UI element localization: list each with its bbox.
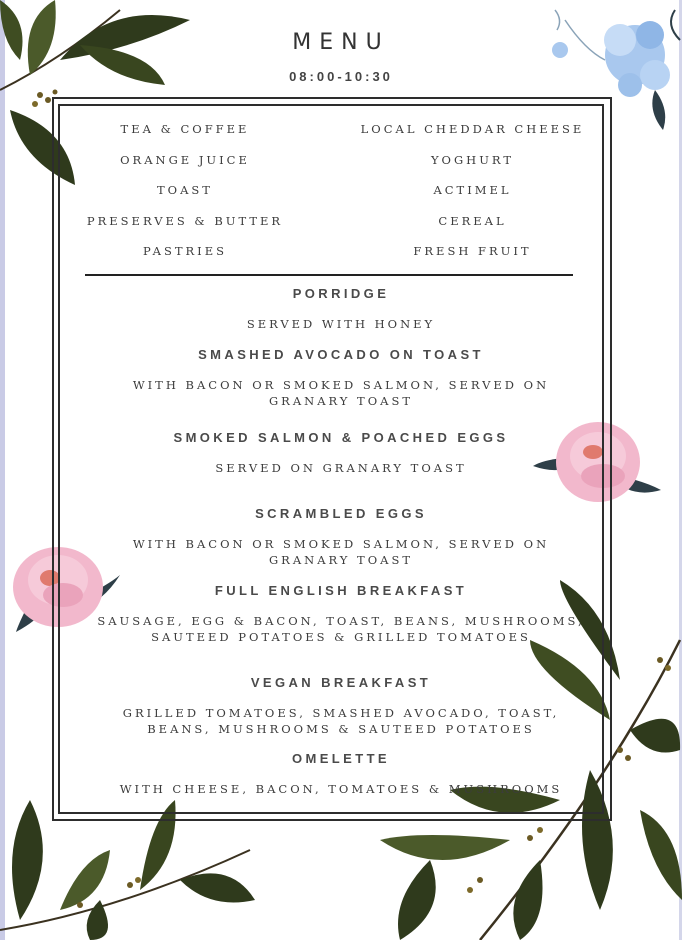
- dish-porridge: [95, 286, 587, 333]
- list-item: ACTIMEL: [433, 183, 512, 197]
- list-item: PASTRIES: [142, 244, 227, 258]
- dish-vegan-breakfast: [95, 675, 587, 737]
- dish-smoked-salmon: [95, 430, 587, 477]
- dish-smashed-avocado: [95, 347, 587, 409]
- list-item: LOCAL CHEDDAR CHEESE: [360, 122, 585, 136]
- dish-name: SMASHED AVOCADO ON TOAST: [198, 347, 484, 362]
- list-item: PRESERVES & BUTTER: [86, 213, 284, 228]
- dish-description: WITH BACON OR SMOKED SALMON, SERVED ON GRANARY TOAST: [132, 537, 550, 567]
- dish-omelette: [95, 751, 587, 798]
- list-item: FRESH FRUIT: [413, 244, 532, 258]
- continental-list-left: [80, 122, 290, 275]
- list-item: TEA & COFFEE: [120, 122, 250, 136]
- dish-name: PORRIDGE: [292, 286, 390, 301]
- dish-name: SMOKED SALMON & POACHED EGGS: [173, 430, 509, 445]
- list-item: ORANGE JUICE: [120, 152, 250, 167]
- dish-description: SERVED ON GRANARY TOAST: [215, 461, 467, 475]
- list-item: CEREAL: [438, 213, 507, 228]
- list-item: YOGHURT: [430, 152, 515, 167]
- continental-list-right: [355, 122, 590, 275]
- serving-hours: 08:00-10:30: [289, 69, 393, 84]
- dish-full-english: [95, 583, 587, 645]
- list-item: TOAST: [157, 183, 213, 197]
- dish-description: WITH BACON OR SMOKED SALMON, SERVED ON GRANARY TOAST: [132, 378, 550, 408]
- dish-description: WITH CHEESE, BACON, TOMATOES & MUSHROOMS: [119, 782, 563, 796]
- dish-name: VEGAN BREAKFAST: [250, 675, 432, 690]
- menu-title: MENU: [292, 30, 390, 55]
- dish-name: SCRAMBLED EGGS: [255, 506, 427, 521]
- dish-name: OMELETTE: [292, 751, 390, 766]
- section-divider: [85, 274, 573, 276]
- dish-name: FULL ENGLISH BREAKFAST: [214, 583, 468, 598]
- dish-description: SAUSAGE, EGG & BACON, TOAST, BEANS, MUSHROOMS, SAUTEED POTATOES & GRILLED TOMATOES: [97, 614, 585, 644]
- dish-description: GRILLED TOMATOES, SMASHED AVOCADO, TOAST, BEANS, MUSHROOMS & SAUTEED POTATOES: [122, 706, 560, 736]
- dish-description: SERVED WITH HONEY: [246, 317, 436, 331]
- dish-scrambled-eggs: [95, 506, 587, 568]
